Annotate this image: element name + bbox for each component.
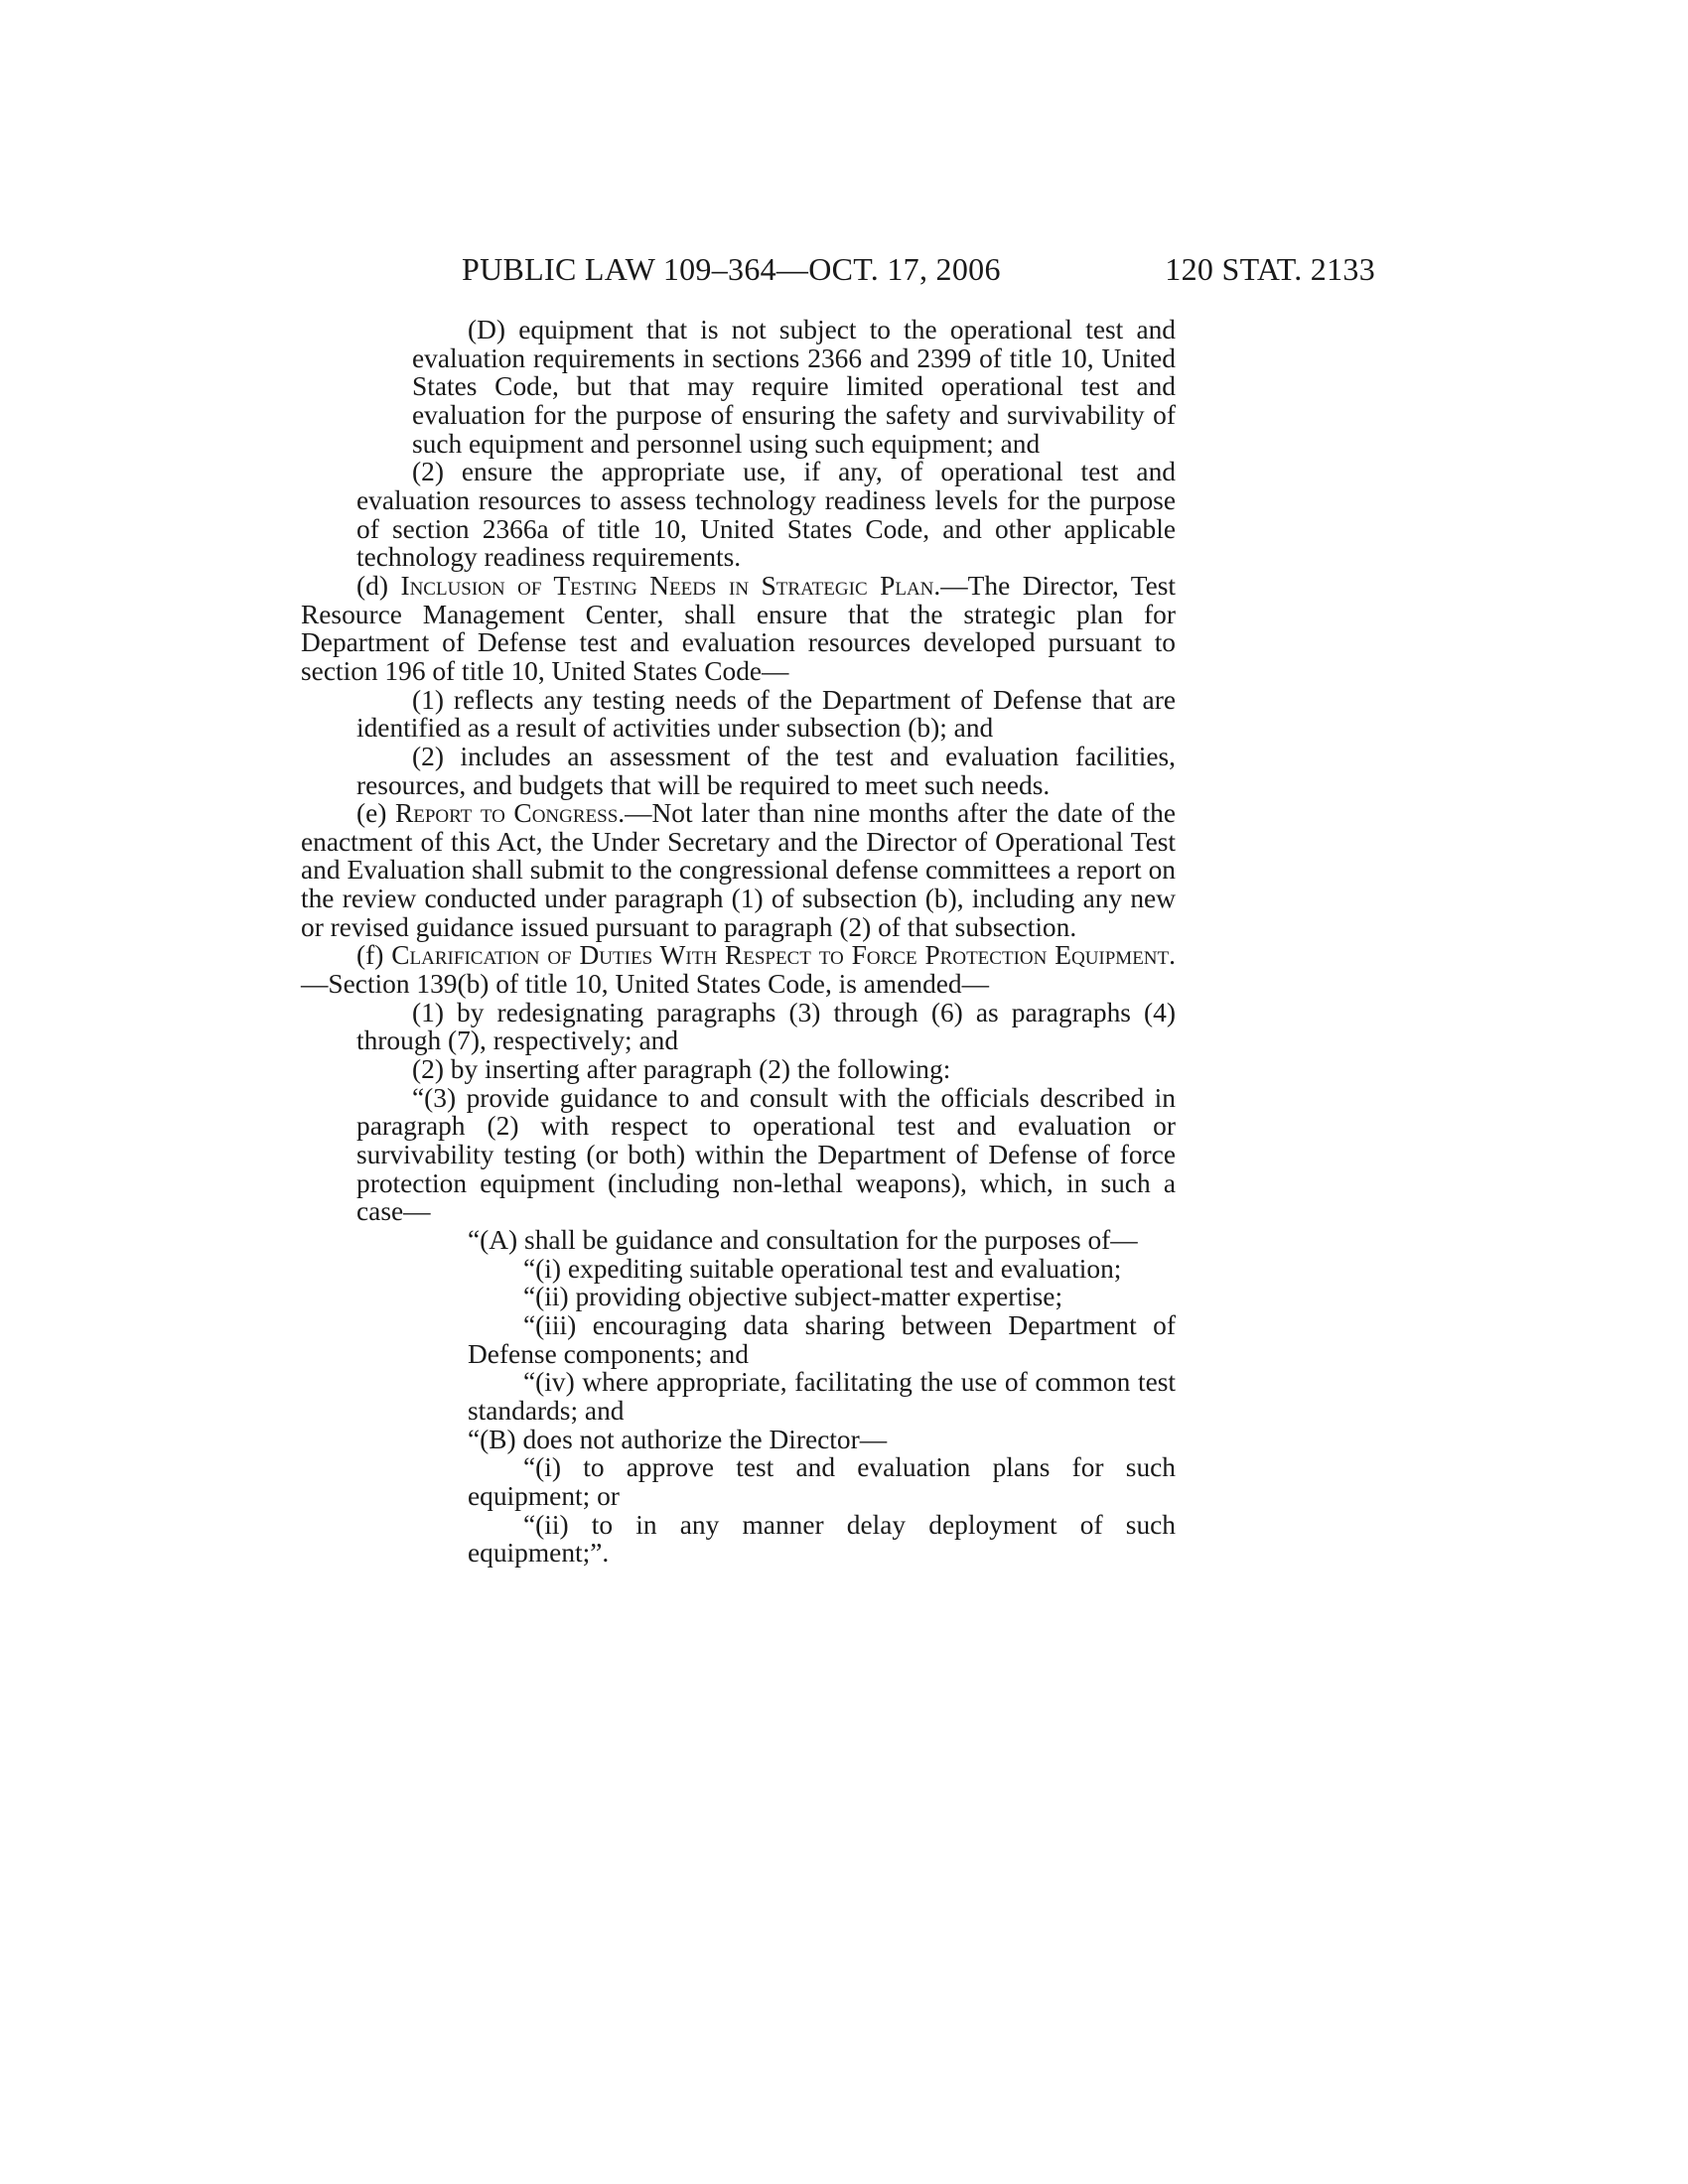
- paragraph-f2: (2) by inserting after paragraph (2) the following:: [412, 1054, 951, 1085]
- section-e-text: .—Not later than nine months after the date of the enactment of this Act, the Under Secretary and the Director of Operational Test and Evaluation shall submit to the congressional defense committees a report on the review conducted under paragraph (1) of subsection (b), including any new or revised guidance issued pursuant to paragraph (2) of that subsection.: [301, 798, 1176, 942]
- quoted-clause-B-ii: “(ii) to in any manner delay deployment of such equipment;”.: [468, 1509, 1176, 1569]
- section-d-prefix: (d): [356, 570, 401, 601]
- paragraph-d1: (1) reflects any testing needs of the Department of Defense that are identified as a result of activities under subsection (b); and: [356, 684, 1176, 744]
- section-f: [301, 941, 1176, 998]
- section-f-heading: Clarification of Duties With Respect to Force Protection Equipment: [391, 940, 1170, 971]
- section-f-prefix: (f): [356, 940, 392, 971]
- section-f-text: .—Section 139(b) of title 10, United States Code, is amended—: [301, 940, 1176, 1000]
- section-e: [301, 799, 1176, 941]
- paragraph-c2: (2) ensure the appropriate use, if any, of operational test and evaluation resources to assess technology readiness levels for the purpose of section 2366a of title 10, United States Code, and other applicable technology readiness requirements.: [356, 457, 1176, 573]
- quoted-clause-A-ii: “(ii) providing objective subject-matter expertise;: [523, 1282, 1063, 1312]
- quoted-clause-A-iii: “(iii) encouraging data sharing between Department of Defense components; and: [468, 1309, 1176, 1369]
- document-body: [301, 316, 1176, 1568]
- section-d-text: .—The Director, Test Resource Management Center, shall ensure that the strategic plan for Department of Defense test and evaluation resources developed pursuant to section 196 of title 10, United States Code—: [301, 570, 1176, 686]
- paragraph-c1-D: (D) equipment that is not subject to the operational test and evaluation requirements in sections 2366 and 2399 of title 10, United States Code, but that may require limited operational test and evaluation for the purpose of ensuring the safety and survivability of such equipment and personnel using such equipment; and: [412, 315, 1176, 459]
- section-d: [301, 572, 1176, 686]
- quoted-paragraph-3: “(3) provide guidance to and consult with the officials described in paragraph (2) with respect to operational test and evaluation or survivability testing (or both) within the Department of Defense of force protection equipment (including non-lethal weapons), which, in such a case—: [356, 1082, 1176, 1227]
- quoted-clause-B-i: “(i) to approve test and evaluation plans for such equipment; or: [468, 1452, 1176, 1511]
- quoted-subparagraph-B: “(B) does not authorize the Director—: [468, 1424, 888, 1454]
- paragraph-d2: (2) includes an assessment of the test and evaluation facilities, resources, and budgets that will be required to meet such needs.: [356, 741, 1176, 800]
- section-e-heading: Report to Congress: [394, 798, 619, 829]
- section-d-heading: Inclusion of Testing Needs in Strategic Plan: [400, 570, 934, 601]
- paragraph-f1: (1) by redesignating paragraphs (3) through (6) as paragraphs (4) through (7), respectively; and: [356, 997, 1176, 1056]
- section-e-prefix: (e): [356, 798, 395, 829]
- quoted-subparagraph-A: “(A) shall be guidance and consultation for the purposes of—: [468, 1225, 1138, 1255]
- running-header-page-number: 120 STAT. 2133: [1165, 251, 1375, 287]
- quoted-clause-A-iv: “(iv) where appropriate, facilitating the use of common test standards; and: [468, 1367, 1176, 1426]
- running-header-title: PUBLIC LAW 109–364—OCT. 17, 2006: [462, 251, 1001, 287]
- quoted-clause-A-i: “(i) expediting suitable operational test and evaluation;: [523, 1253, 1122, 1284]
